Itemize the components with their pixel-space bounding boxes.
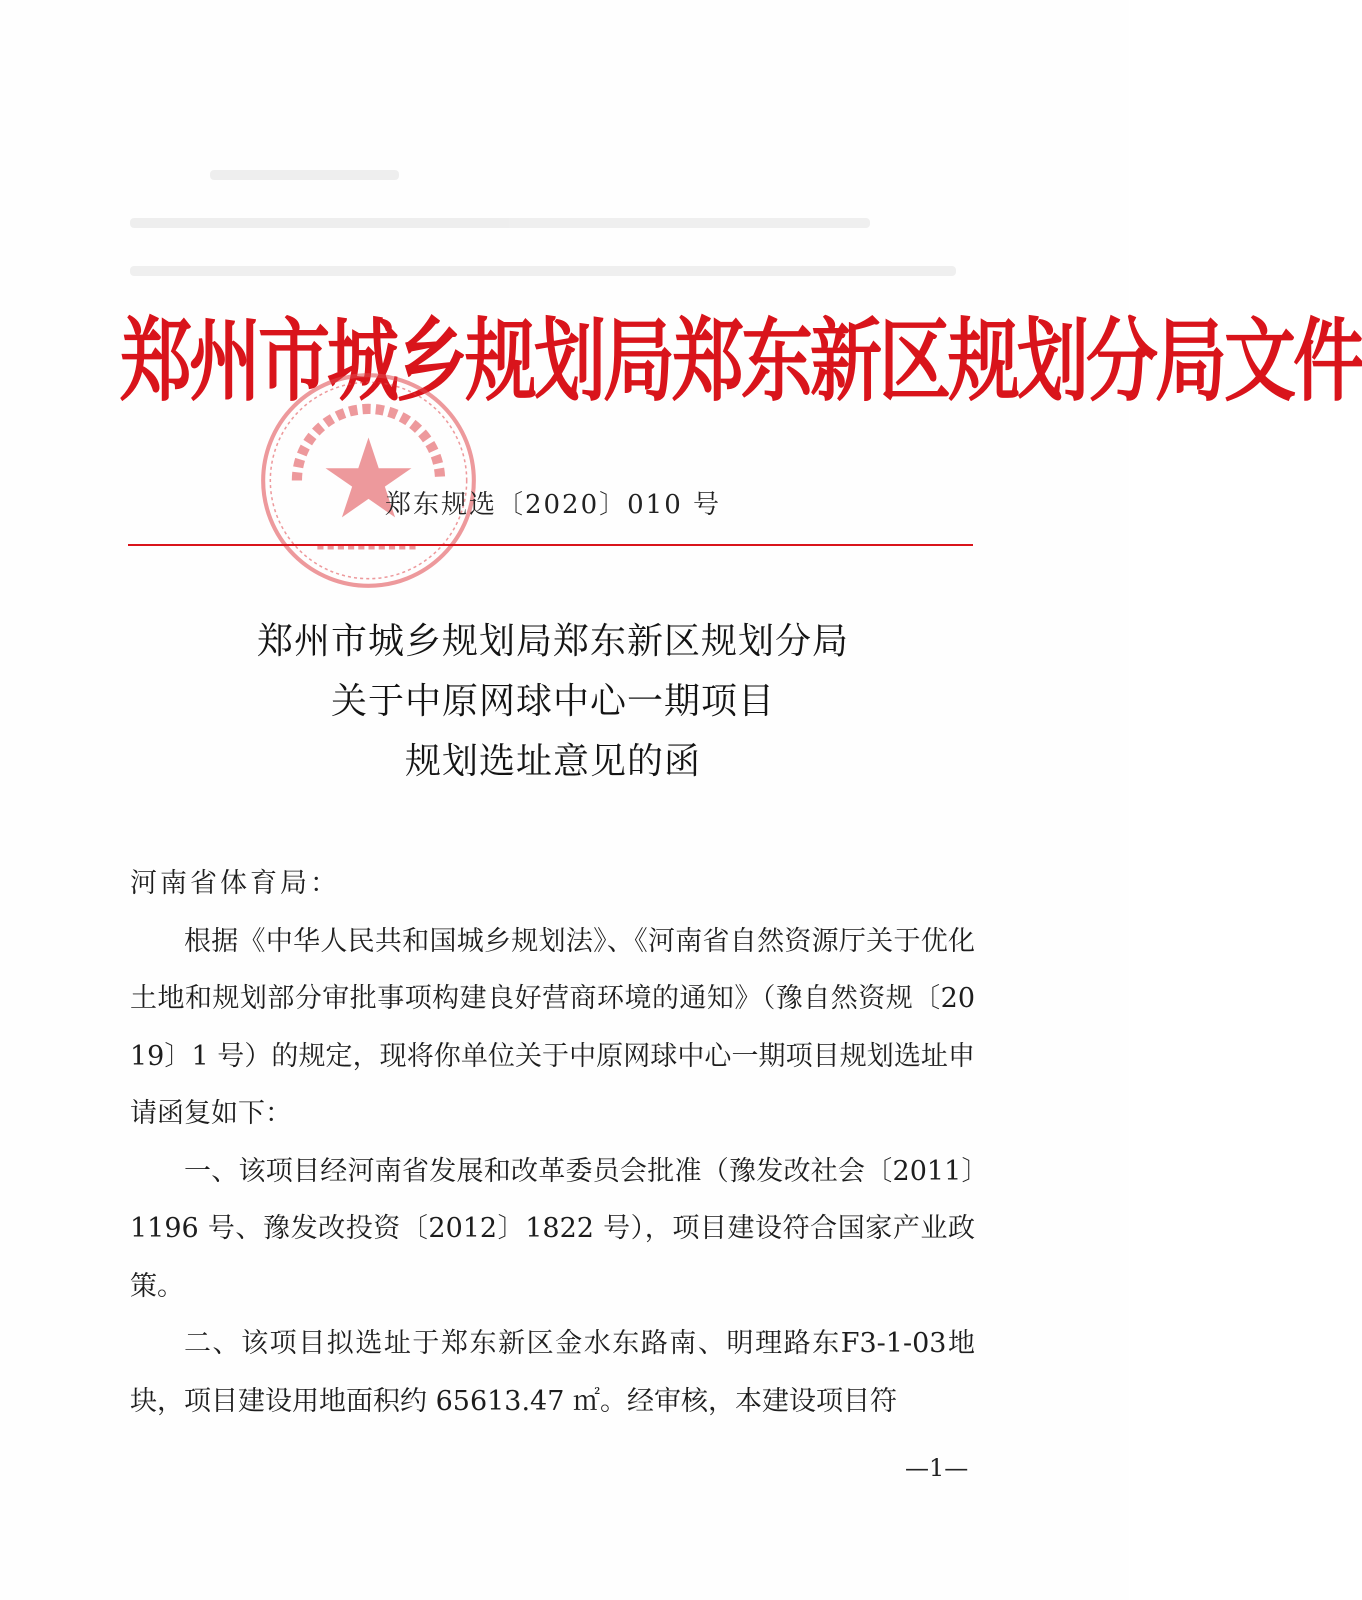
paragraph: 二、该项目拟选址于郑东新区金水东路南、明理路东F3-1-03地块，项目建设用地面积约 65613.47 ㎡。经审核，本建设项目符 <box>130 1328 975 1417</box>
paragraph: 根据《中华人民共和国城乡规划法》、《河南省自然资源厅关于优化土地和规划部分审批事项构建良好营商环境的通知》（豫自然资规〔2019〕1 号）的规定，现将你单位关于中原网球中心一期项目规划选址申请函复如下： <box>130 925 975 1129</box>
document-number: 郑东规选〔2020〕010 号 <box>384 490 722 520</box>
letter-title <box>0 612 1106 792</box>
salutation: 河南省体育局： <box>130 868 340 899</box>
official-seal-icon <box>256 368 481 593</box>
letter-body <box>130 855 975 1430</box>
masthead-title: 郑州市城乡规划局郑东新区规划分局文件 <box>120 308 1362 413</box>
title-line: 郑州市城乡规划局郑东新区规划分局 <box>256 621 849 662</box>
title-line: 关于中原网球中心一期项目 <box>330 681 775 722</box>
bleed-through-text <box>130 170 990 300</box>
title-line: 规划选址意见的函 <box>404 741 701 782</box>
paragraph: 一、该项目经河南省发展和改革委员会批准（豫发改社会〔2011〕1196 号、豫发改投资〔2012〕1822 号），项目建设符合国家产业政策。 <box>130 1155 975 1302</box>
red-divider-rule <box>128 544 973 546</box>
page-number: —1— <box>905 1454 969 1482</box>
